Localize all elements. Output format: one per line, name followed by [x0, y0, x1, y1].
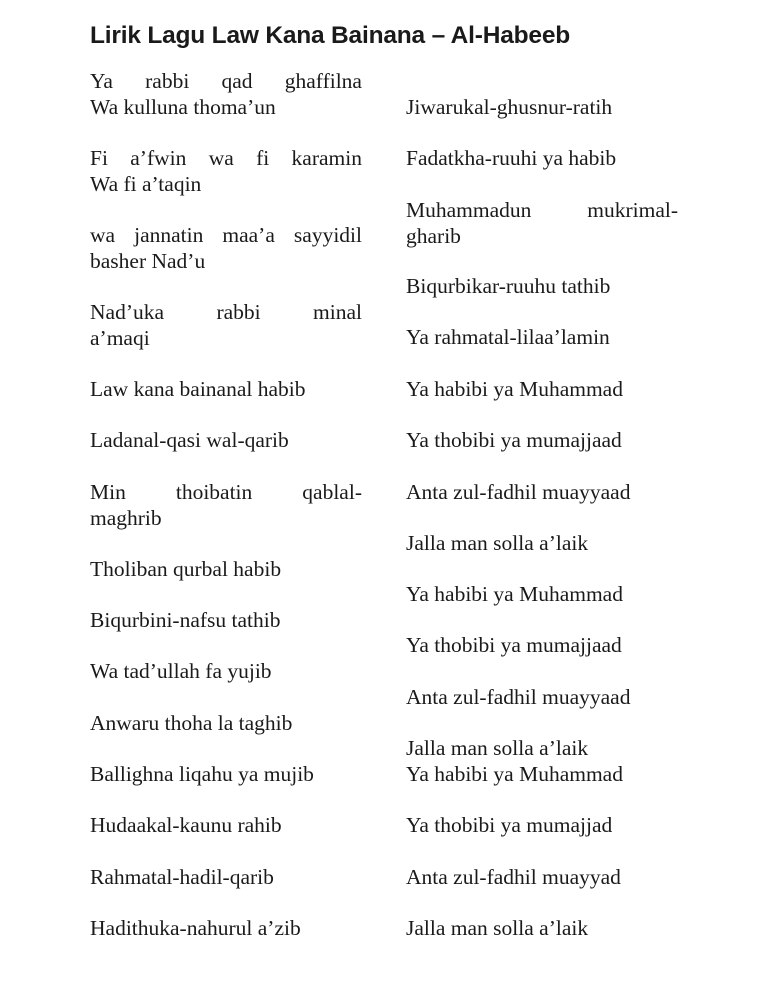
lyric-line: Biqurbikar-ruuhu tathib — [406, 274, 611, 298]
lyric-line — [90, 479, 362, 505]
lyric-line: Ya habibi ya Muhammad — [406, 762, 623, 786]
lyric-word: Fi — [90, 146, 108, 170]
lyric-line: Anta zul-fadhil muayyaad — [406, 480, 631, 504]
lyric-line: maghrib — [90, 506, 162, 530]
lyric-line: Ya thobibi ya mumajjad — [406, 813, 613, 837]
lyric-word: sayyidil — [293, 223, 362, 247]
lyric-word: rabbi — [216, 300, 261, 324]
lyric-line: Wa fi a’taqin — [90, 172, 202, 196]
lyric-line — [406, 197, 678, 223]
lyric-line: Ladanal-qasi wal-qarib — [90, 428, 289, 452]
lyric-line: Anta zul-fadhil muayyad — [406, 865, 621, 889]
lyric-line: Tholiban qurbal habib — [90, 557, 282, 581]
lyric-line: Jiwarukal-ghusnur-ratih — [406, 95, 613, 119]
lyric-line: Jalla man solla a’laik — [406, 736, 589, 760]
lyric-line — [90, 145, 362, 171]
lyric-line: Biqurbini-nafsu tathib — [90, 608, 281, 632]
lyric-word: a’fwin — [130, 146, 187, 170]
lyric-word: maa’a — [222, 223, 275, 247]
lyric-word: Nad’uka — [90, 300, 165, 324]
lyric-word: jannatin — [134, 223, 204, 247]
lyric-word: wa — [90, 223, 116, 247]
lyric-word: minal — [313, 300, 362, 324]
lyric-word: thoibatin — [175, 480, 253, 504]
lyric-line: basher Nad’u — [90, 249, 206, 273]
lyric-word: rabbi — [145, 69, 190, 93]
lyric-line: Anwaru thoha la taghib — [90, 711, 293, 735]
lyric-word: qad — [221, 69, 253, 93]
lyric-word: karamin — [291, 146, 362, 170]
lyric-line: Hudaakal-kaunu rahib — [90, 813, 282, 837]
page-title: Lirik Lagu Law Kana Bainana – Al-Habeeb — [90, 22, 571, 49]
lyric-word: Ya — [90, 69, 113, 93]
lyric-word: wa — [208, 146, 234, 170]
lyric-line: Jalla man solla a’laik — [406, 531, 589, 555]
lyric-line: Ballighna liqahu ya mujib — [90, 762, 314, 786]
lyric-line: Ya thobibi ya mumajjaad — [406, 633, 622, 657]
lyric-line: Ya thobibi ya mumajjaad — [406, 428, 622, 452]
lyric-line: Law kana bainanal habib — [90, 377, 306, 401]
lyric-word: fi — [256, 146, 270, 170]
lyric-line: Wa tad’ullah fa yujib — [90, 659, 272, 683]
lyric-word: Min — [90, 480, 126, 504]
lyric-line: Ya habibi ya Muhammad — [406, 582, 623, 606]
lyric-word: Muhammadun — [406, 198, 532, 222]
lyric-line: Rahmatal-hadil-qarib — [90, 865, 274, 889]
lyric-line: a’maqi — [90, 326, 150, 350]
lyric-line: Ya habibi ya Muhammad — [406, 377, 623, 401]
lyric-word: ghaffilna — [284, 69, 362, 93]
lyric-line — [90, 299, 362, 325]
lyric-line — [90, 68, 362, 94]
lyric-line: Ya rahmatal-lilaa’lamin — [406, 325, 610, 349]
lyric-word: mukrimal- — [587, 198, 678, 222]
lyric-line: Anta zul-fadhil muayyaad — [406, 685, 631, 709]
lyric-line: Hadithuka-nahurul a’zib — [90, 916, 301, 940]
lyric-word: qablal- — [302, 480, 362, 504]
lyric-line: gharib — [406, 224, 461, 248]
lyric-line: Fadatkha-ruuhi ya habib — [406, 146, 617, 170]
lyric-line: Wa kulluna thoma’un — [90, 95, 276, 119]
lyric-line: Jalla man solla a’laik — [406, 916, 589, 940]
lyric-line — [90, 222, 362, 248]
